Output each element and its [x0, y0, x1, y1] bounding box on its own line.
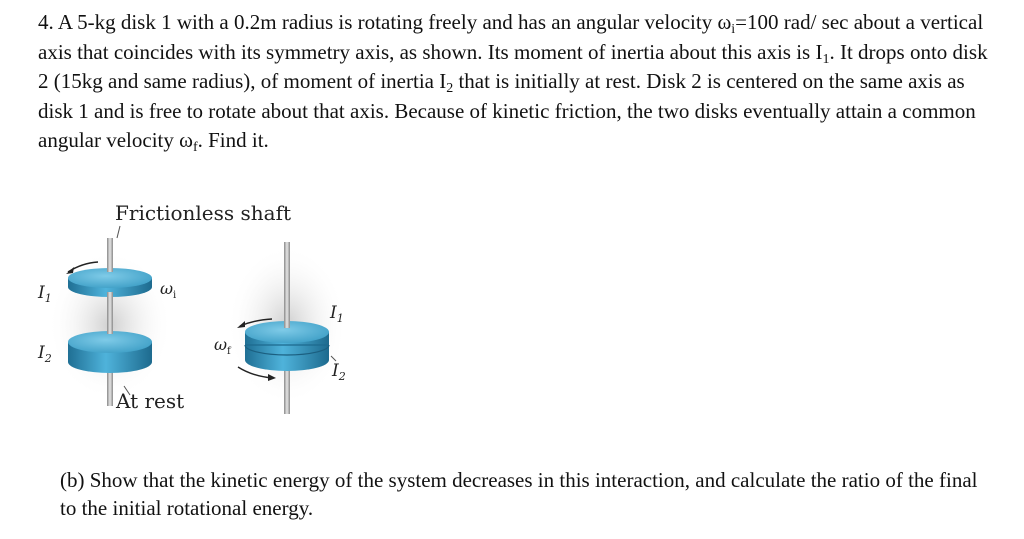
omega-i-label: $\omega_i$: [160, 279, 177, 301]
omega-f-subscript: f: [192, 140, 198, 155]
left-shaft-top-segment: [107, 252, 113, 272]
left-shaft-mid-segment: [107, 292, 113, 334]
right-i1-label: $I_1$: [330, 303, 344, 325]
problem-text-4: that is initially at rest. Disk 2 is centered on the same axis as disk 1 and is free to rotate about that axis. Because of kinetic friction, the two disks eventually attain a common angular velocity ω: [38, 69, 976, 152]
i2-subscript: 2: [446, 81, 454, 96]
rest-label: At rest: [116, 389, 185, 413]
left-i1-label: $I_1$: [38, 283, 52, 305]
problem-text-1: 4. A 5-kg disk 1 with a 0.2m radius is rotating freely and has an angular velocity ω: [38, 10, 732, 34]
right-stacked-disks: [245, 321, 329, 371]
omega-f-label: $\omega_f$: [214, 335, 231, 357]
i1-subscript: 1: [822, 51, 830, 67]
problem-text-5: . Find it.: [197, 128, 269, 152]
left-i2-label: $I_2$: [38, 343, 52, 365]
omega-i-subscript: i: [731, 22, 736, 37]
left-bottom-disk: [68, 331, 152, 373]
right-i2-label: $I_2$: [332, 361, 346, 383]
right-shaft-top-segment: [284, 242, 290, 328]
figure-svg: [0, 190, 420, 420]
part-b-question: (b) Show that the kinetic energy of the system decreases in this interaction, and calculate the ratio of the final to the initial rotational energy.: [60, 468, 978, 520]
problem-text-2: =100 rad/ sec about a vertical axis that coincides with its symmetry axis, as shown. Its moment of inertia about this axis is I: [38, 10, 984, 64]
problem-statement: [38, 8, 998, 156]
shaft-label: Frictionless shaft: [115, 201, 292, 225]
shaft-leader-line: [117, 226, 120, 238]
disk-collision-figure: [0, 190, 420, 420]
problem-text-3: . It drops onto disk 2 (15kg and same radius), of moment of inertia I: [38, 39, 988, 93]
